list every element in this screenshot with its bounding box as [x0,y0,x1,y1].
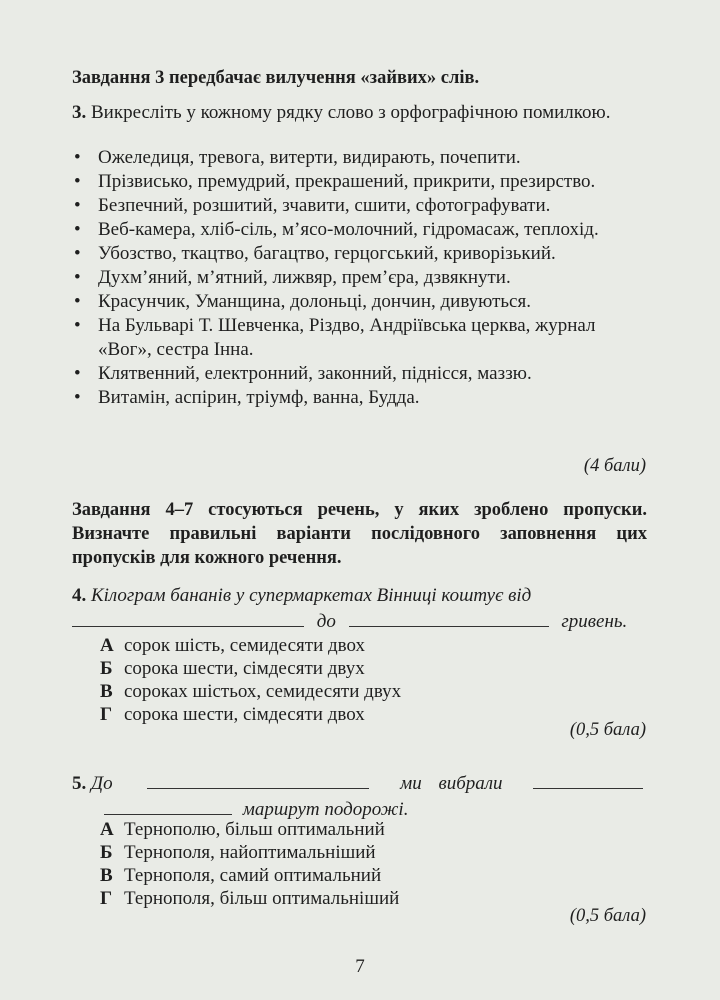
tasks47-intro: Завдання 4–7 стосуються речень, у яких зроблено пропуски. Визначте правильні варіанти послідовного заповнення цих пропусків для кожного речення. [72,500,647,568]
task4-blank-2[interactable] [349,608,549,627]
option-d[interactable]: Г сорока шести, сімдесяти двох [100,704,365,725]
list-item: • Прізвисько, премудрий, прекрашений, прикрити, презирство. [74,171,596,192]
list-item: • Ожеледиця, тревога, витерти, видирають, почепити. [74,147,521,168]
list-item: • Клятвенний, електронний, законний, піднісся, маззю. [74,363,532,384]
task5-options [100,818,399,910]
task5-number: 5. [72,773,87,794]
option-a[interactable]: А Тернополю, більш оптимальний [100,819,385,840]
task5-text-mid: ми вибрали [400,773,503,794]
list-item: • Безпечний, розшитий, зчавити, сшити, сфотографувати. [74,195,551,216]
task4-text-mid: до [316,611,336,632]
option-c[interactable]: В сороках шістьох, семидесяти двух [100,681,402,702]
task5-blank-1[interactable] [147,770,369,789]
task5-text-end: маршрут подорожі. [242,799,409,820]
task3-word-list [72,146,647,410]
option-b[interactable]: Б сорока шести, сімдесяти двух [100,658,365,679]
task4-text-end: гривень. [561,611,628,632]
task4-options [100,634,401,726]
task4-blank-1[interactable] [72,608,304,627]
option-a[interactable]: А сорок шість, семидесяти двох [100,635,366,656]
list-item: • Веб-камера, хліб-сіль, м’ясо-молочний, гідромасаж, теплохід. [74,219,599,240]
list-item: • Убозство, ткацтво, багацтво, герцогський, криворізький. [74,243,556,264]
task4-number: 4. [72,585,87,606]
task4-score: (0,5 бала) [569,720,646,740]
task3-number: 3. [72,102,87,123]
list-item: • Красунчик, Уманщина, долоньці, дончин, дивуються. [74,291,531,312]
task3-instruction-text: Викресліть у кожному рядку слово з орфографічною помилкою. [91,102,611,123]
task5-score: (0,5 бала) [569,906,646,926]
list-item: • Витамін, аспірин, тріумф, ванна, Будда. [74,387,420,408]
list-item: • На Бульварі Т. Шевченка, Різдво, Андріївська церква, журнал «Вог», сестра Інна. [74,315,596,360]
task4-text-start: Кілограм бананів у супермаркетах Вінниці коштує від [91,585,532,606]
task3-instruction [72,100,647,125]
option-b[interactable]: Б Тернополя, найоптимальніший [100,842,376,863]
list-item: • Духм’яний, м’ятний, лижвяр, прем’єра, дзвякнути. [74,267,511,288]
option-d[interactable]: Г Тернополя, більш оптимальніший [100,888,400,909]
task5-blank-2[interactable] [533,770,643,789]
option-c[interactable]: В Тернополя, самий оптимальний [100,865,382,886]
task3-intro: Завдання 3 передбачає вилучення «зайвих» слів. [72,68,480,88]
task3-score: (4 бали) [583,456,646,476]
task5-blank-3[interactable] [104,796,232,815]
page-number: 7 [355,956,365,977]
task5-text-start: До [91,773,113,794]
task4-question [72,584,647,634]
task5-question [72,770,647,822]
